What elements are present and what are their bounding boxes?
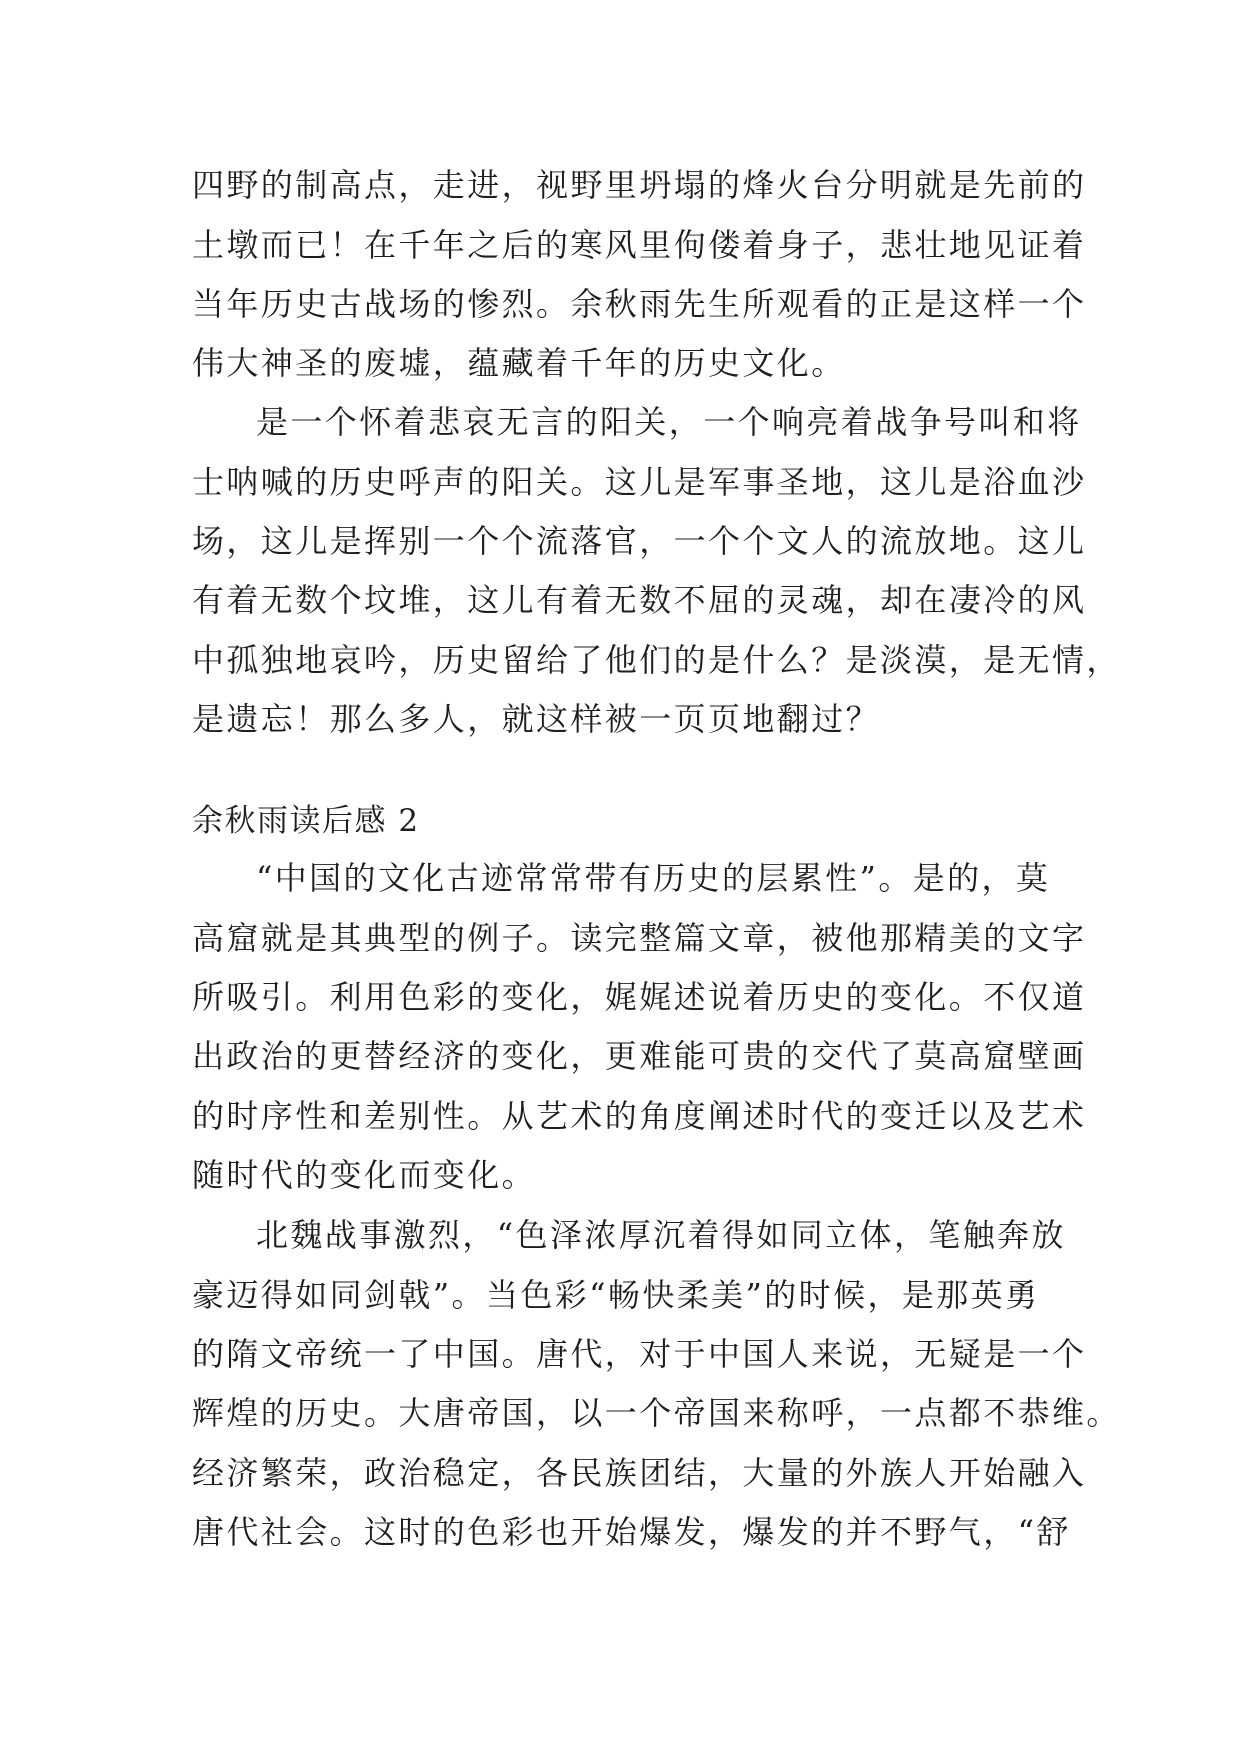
text-line: 随时代的变化而变化。 xyxy=(192,1156,537,1194)
text-line: 中孤独地哀吟，历史留给了他们的是什么？是淡漠，是无情， xyxy=(192,641,1121,679)
text-line: 四野的制高点，走进，视野里坍塌的烽火台分明就是先前的 xyxy=(192,166,1087,204)
text-line: 高窟就是其典型的例子。读完整篇文章，被他那精美的文字 xyxy=(192,919,1087,957)
text-line: 豪迈得如同剑戟”。当色彩“畅快柔美”的时候，是那英勇 xyxy=(192,1276,1040,1314)
section-heading: 余秋雨读后感 2 xyxy=(192,803,420,839)
text-line: 出政治的更替经济的变化，更难能可贵的交代了莫高窟壁画 xyxy=(192,1037,1087,1075)
text-line: 北魏战事激烈，“色泽浓厚沉着得如同立体，笔触奔放 xyxy=(256,1216,1066,1254)
text-line: 有着无数个坟堆，这儿有着无数不屈的灵魂，却在凄冷的风 xyxy=(192,581,1087,619)
text-line: 的时序性和差别性。从艺术的角度阐述时代的变迁以及艺术 xyxy=(192,1097,1087,1135)
text-line: 士呐喊的历史呼声的阳关。这儿是军事圣地，这儿是浴血沙 xyxy=(192,463,1087,501)
text-line: 伟大神圣的废墟，蕴藏着千年的历史文化。 xyxy=(192,344,846,382)
text-line: 经济繁荣，政治稳定，各民族团结，大量的外族人开始融入 xyxy=(192,1454,1087,1492)
text-line: 辉煌的历史。大唐帝国，以一个帝国来称呼，一点都不恭维。 xyxy=(192,1394,1121,1432)
text-line: 是遗忘！那么多人，就这样被一页页地翻过？ xyxy=(192,700,881,738)
text-line: “中国的文化古迹常常带有历史的层累性”。是的，莫 xyxy=(256,859,1051,897)
text-line: 当年历史古战场的惨烈。余秋雨先生所观看的正是这样一个 xyxy=(192,285,1087,323)
text-line: 所吸引。利用色彩的变化，娓娓述说着历史的变化。不仅道 xyxy=(192,978,1087,1016)
text-line: 场，这儿是挥别一个个流落官，一个个文人的流放地。这儿 xyxy=(192,522,1087,560)
text-line: 是一个怀着悲哀无言的阳关，一个响亮着战争号叫和将 xyxy=(256,403,1082,441)
text-line: 唐代社会。这时的色彩也开始爆发，爆发的并不野气，“舒 xyxy=(192,1513,1071,1551)
text-line: 的隋文帝统一了中国。唐代，对于中国人来说，无疑是一个 xyxy=(192,1335,1087,1373)
text-line: 土墩而已！在千年之后的寒风里佝偻着身子，悲壮地见证着 xyxy=(192,226,1087,264)
